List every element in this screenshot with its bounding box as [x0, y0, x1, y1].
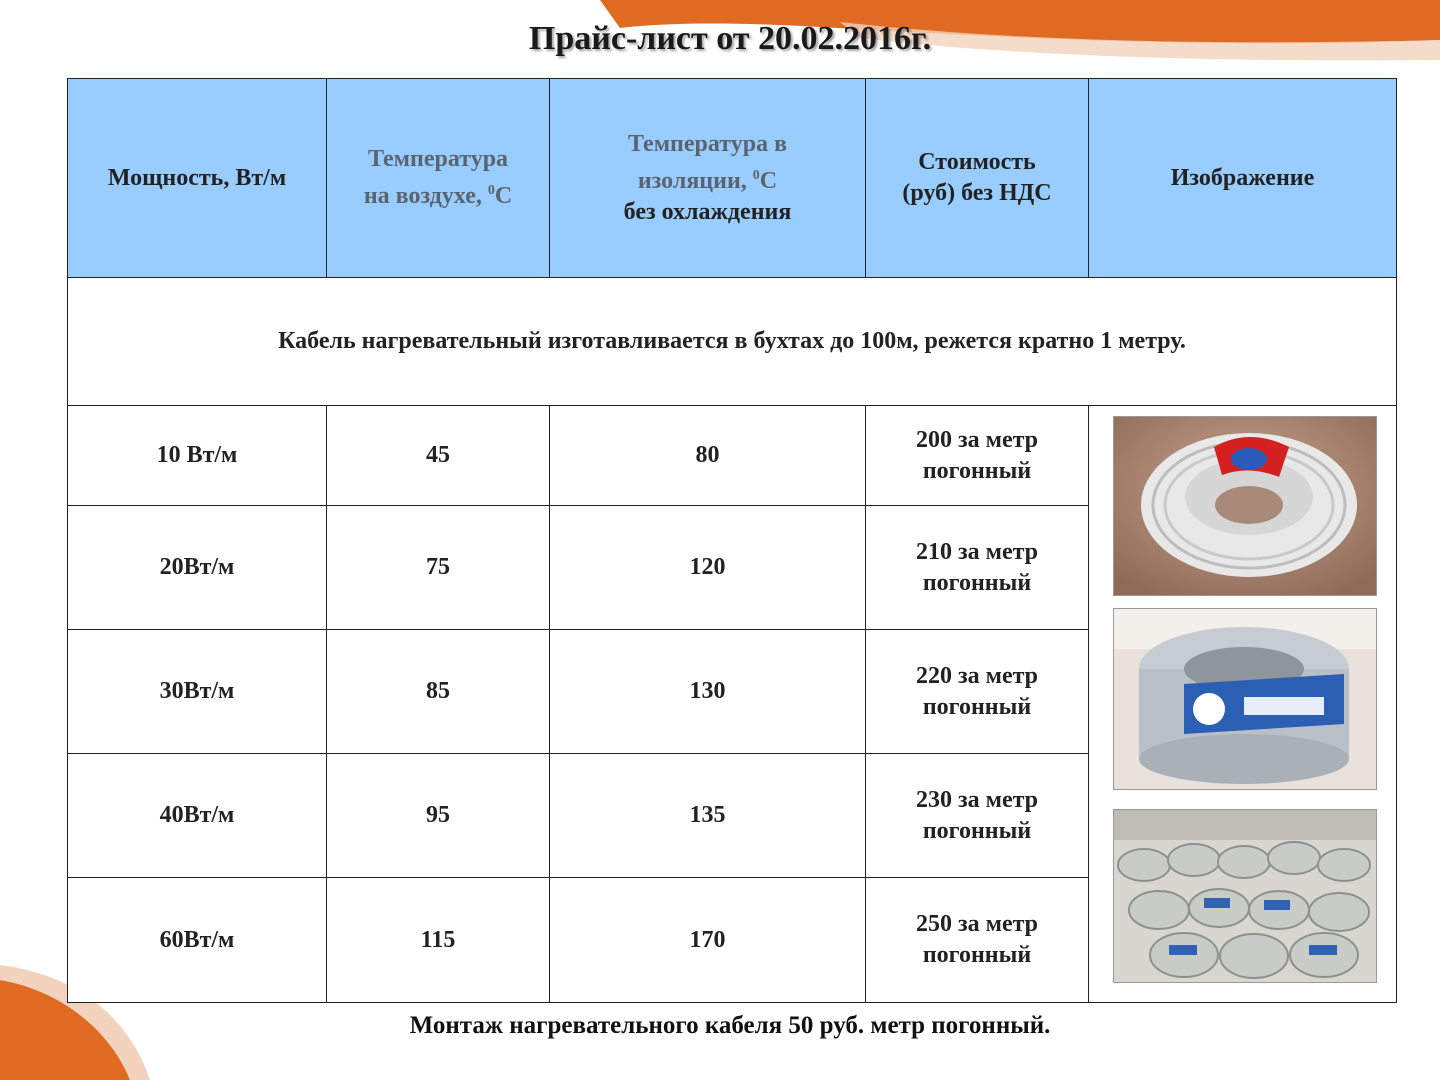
temp-insulation-cell: 135 [550, 754, 866, 878]
header-temp-air: Температура на воздухе, $^0$С [327, 79, 550, 278]
power-cell: 40Вт/м [68, 754, 327, 878]
price-cell: 210 за метр погонный [866, 506, 1089, 630]
price-cell: 250 за метр погонный [866, 878, 1089, 1003]
cable-coil-grey-photo [1113, 608, 1377, 790]
installation-note: Монтаж нагревательного кабеля 50 руб. метр погонный. [409, 1012, 1051, 1039]
image-cell [1089, 406, 1397, 1003]
temp-insulation-cell: 170 [550, 878, 866, 1003]
power-cell: 20Вт/м [68, 506, 327, 630]
header-power: Мощность, Вт/м [68, 79, 327, 278]
table-row [68, 406, 1397, 506]
cable-coil-white-photo [1113, 416, 1377, 596]
note-row [68, 278, 1397, 406]
temp-air-cell: 45 [327, 406, 550, 506]
temp-air-cell: 115 [327, 878, 550, 1003]
page-title: Прайс-лист от 20.02.2016г. [528, 20, 932, 57]
header-temp-insulation: Температура в изоляции, $^0$С без охлаждения [550, 79, 866, 278]
header-image: Изображение [1089, 79, 1397, 278]
temp-air-cell: 85 [327, 630, 550, 754]
cable-note: Кабель нагревательный изготавливается в бухтах до 100м, режется кратно 1 метру. [68, 278, 1397, 406]
price-cell: 200 за метр погонный [866, 406, 1089, 506]
temp-insulation-cell: 80 [550, 406, 866, 506]
temp-air-cell: 95 [327, 754, 550, 878]
price-cell: 220 за метр погонный [866, 630, 1089, 754]
header-cost: Стоимость (руб) без НДС [866, 79, 1089, 278]
power-cell: 10 Вт/м [68, 406, 327, 506]
cable-coils-warehouse-photo [1113, 809, 1377, 983]
price-table [67, 78, 1397, 1003]
price-cell: 230 за метр погонный [866, 754, 1089, 878]
power-cell: 30Вт/м [68, 630, 327, 754]
header-row [68, 79, 1397, 278]
temp-insulation-cell: 130 [550, 630, 866, 754]
temp-air-cell: 75 [327, 506, 550, 630]
temp-insulation-cell: 120 [550, 506, 866, 630]
power-cell: 60Вт/м [68, 878, 327, 1003]
